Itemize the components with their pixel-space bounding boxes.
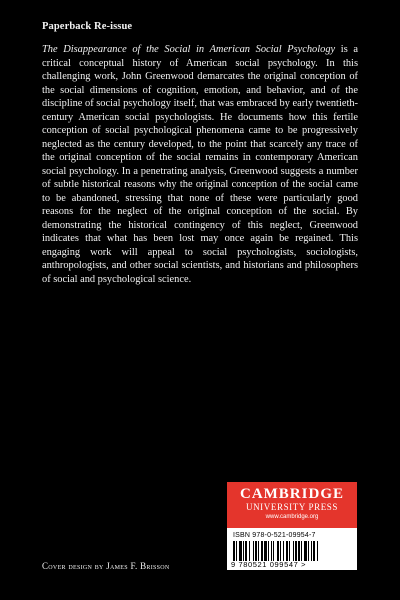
reissue-heading: Paperback Re-issue <box>42 21 133 32</box>
book-description <box>42 43 358 286</box>
barcode-icon <box>233 541 351 561</box>
book-title: The Disappearance of the Social in American Social Psychology <box>42 44 336 55</box>
publisher-url: www.cambridge.org <box>265 514 319 520</box>
cambridge-logo <box>227 482 357 528</box>
cover-design-credit <box>42 561 170 571</box>
barcode-digits: 9 780521 099547 > <box>231 560 307 569</box>
description-text: is a critical conceptual history of American social psychology. In this challenging work, John Greenwood demarcates the original conception of the social dimensions of cognition, emotion, and behavior, and of the discipline of social psychology itself, that was embraced by early twentieth-century American social psychologists. He documents how this fertile conception of social psychological phenomena came to be progressively neglected as the century developed, to the point that scarcely any trace of the original conception of the social remains in contemporary American social psychology. In a penetrating analysis, Greenwood suggests a number of subtle historical reasons why the original conception of the social came to be abandoned, stressing that none of these were particularly good reasons for the neglect of the original conception of the social. By demonstrating the historical contingency of this neglect, Greenwood indicates that what has been lost may once again be regained. This engaging work will appeal to social psychologists, sociologists, anthropologists, and other social scientists, and historians and philosophers of social and psychological science. <box>42 44 358 285</box>
isbn-label: ISBN 978-0-521-09954-7 <box>233 532 316 539</box>
credit-text: Cover design by James F. Brisson <box>42 561 170 571</box>
publisher-subtitle: UNIVERSITY PRESS <box>245 502 339 512</box>
publisher-barcode-block <box>227 482 357 570</box>
publisher-name: CAMBRIDGE <box>239 486 344 502</box>
